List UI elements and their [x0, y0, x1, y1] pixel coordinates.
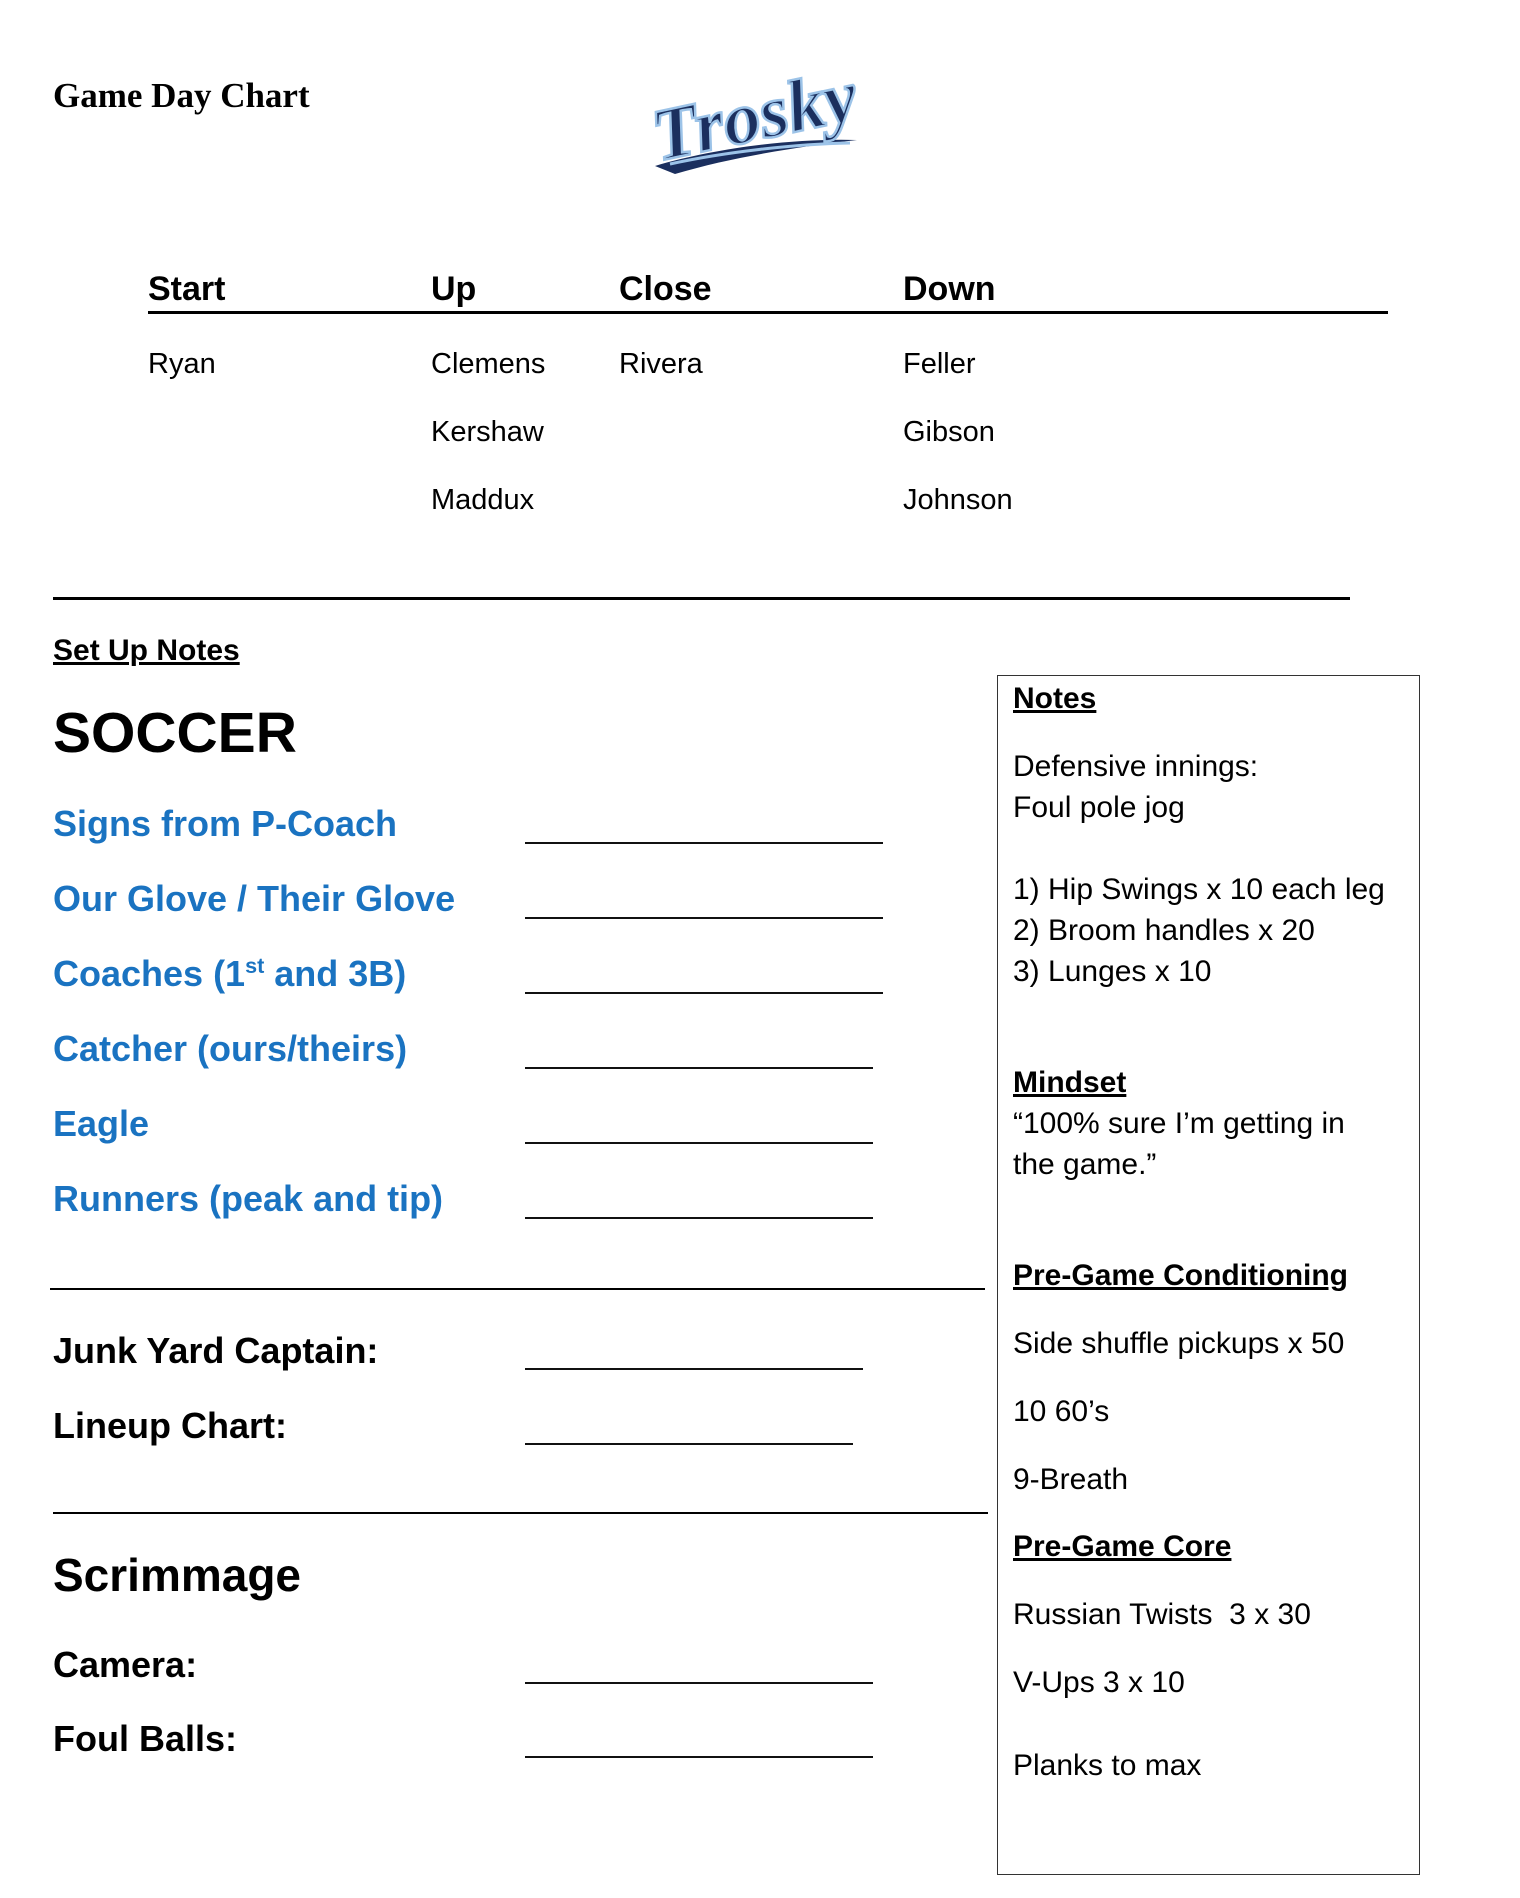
fill-in-line: [525, 917, 883, 919]
start-pitcher: Ryan: [148, 348, 216, 380]
notes-drill: 3) Lunges x 10: [1013, 955, 1212, 988]
notes-defensive-line: Foul pole jog: [1013, 791, 1185, 824]
up-pitcher: Kershaw: [431, 416, 544, 448]
mindset-line: “100% sure I’m getting in: [1013, 1107, 1345, 1140]
coaches-superscript: st: [245, 953, 265, 978]
fill-in-line: [525, 1142, 873, 1144]
notes-drill: 1) Hip Swings x 10 each leg: [1013, 873, 1385, 906]
close-pitcher: Rivera: [619, 348, 703, 380]
mindset-title: Mindset: [1013, 1066, 1127, 1099]
setup-notes-label: Set Up Notes: [53, 634, 240, 667]
coaches-suffix: and 3B): [264, 953, 407, 994]
fill-in-line: [525, 1368, 863, 1370]
notes-title: Notes: [1013, 682, 1097, 715]
scrimmage-heading: Scrimmage: [53, 1549, 302, 1601]
column-header-start: Start: [148, 270, 226, 308]
camera-label: Camera:: [53, 1644, 198, 1685]
mindset-line: the game.”: [1013, 1148, 1157, 1181]
soccer-item: Catcher (ours/theirs): [53, 1028, 408, 1069]
notes-drill: 2) Broom handles x 20: [1013, 914, 1315, 947]
conditioning-item: Side shuffle pickups x 50: [1013, 1327, 1345, 1360]
core-item: V-Ups 3 x 10: [1013, 1666, 1185, 1699]
column-header-down: Down: [903, 270, 996, 308]
soccer-item: Eagle: [53, 1103, 150, 1144]
fill-in-line: [525, 1443, 853, 1445]
section-divider: [53, 597, 1350, 600]
down-pitcher: Johnson: [903, 484, 1013, 516]
fill-in-line: [525, 1217, 873, 1219]
down-pitcher: Gibson: [903, 416, 995, 448]
core-item: Russian Twists 3 x 30: [1013, 1598, 1311, 1631]
up-pitcher: Clemens: [431, 348, 546, 380]
soccer-item: Runners (peak and tip): [53, 1178, 444, 1219]
column-header-up: Up: [431, 270, 477, 308]
up-pitcher: Maddux: [431, 484, 535, 516]
fill-in-line: [525, 842, 883, 844]
junk-yard-captain-label: Junk Yard Captain:: [53, 1330, 379, 1371]
down-pitcher: Feller: [903, 348, 976, 380]
fill-in-line: [525, 1067, 873, 1069]
foul-balls-label: Foul Balls:: [53, 1718, 238, 1759]
pregame-core-title: Pre-Game Core: [1013, 1530, 1232, 1563]
soccer-item-coaches: [53, 953, 406, 995]
trosky-logo: [645, 48, 865, 178]
document-title: Game Day Chart: [53, 76, 310, 115]
notes-defensive-line: Defensive innings:: [1013, 750, 1259, 783]
section-divider: [50, 1288, 985, 1290]
coaches-text: Coaches (1: [53, 953, 246, 994]
core-item: Planks to max: [1013, 1749, 1202, 1782]
header-underline: [148, 311, 1388, 314]
fill-in-line: [525, 1756, 873, 1758]
conditioning-item: 9-Breath: [1013, 1463, 1129, 1496]
column-header-close: Close: [619, 270, 712, 308]
fill-in-line: [525, 1682, 873, 1684]
soccer-item: Our Glove / Their Glove: [53, 878, 456, 919]
section-divider: [53, 1512, 988, 1514]
conditioning-item: 10 60’s: [1013, 1395, 1110, 1428]
soccer-item: Signs from P-Coach: [53, 803, 398, 844]
soccer-heading: SOCCER: [53, 701, 297, 765]
pregame-conditioning-title: Pre-Game Conditioning: [1013, 1259, 1349, 1292]
logo-wordmark: Trosky: [645, 54, 865, 178]
lineup-chart-label: Lineup Chart:: [53, 1405, 287, 1446]
fill-in-line: [525, 992, 883, 994]
